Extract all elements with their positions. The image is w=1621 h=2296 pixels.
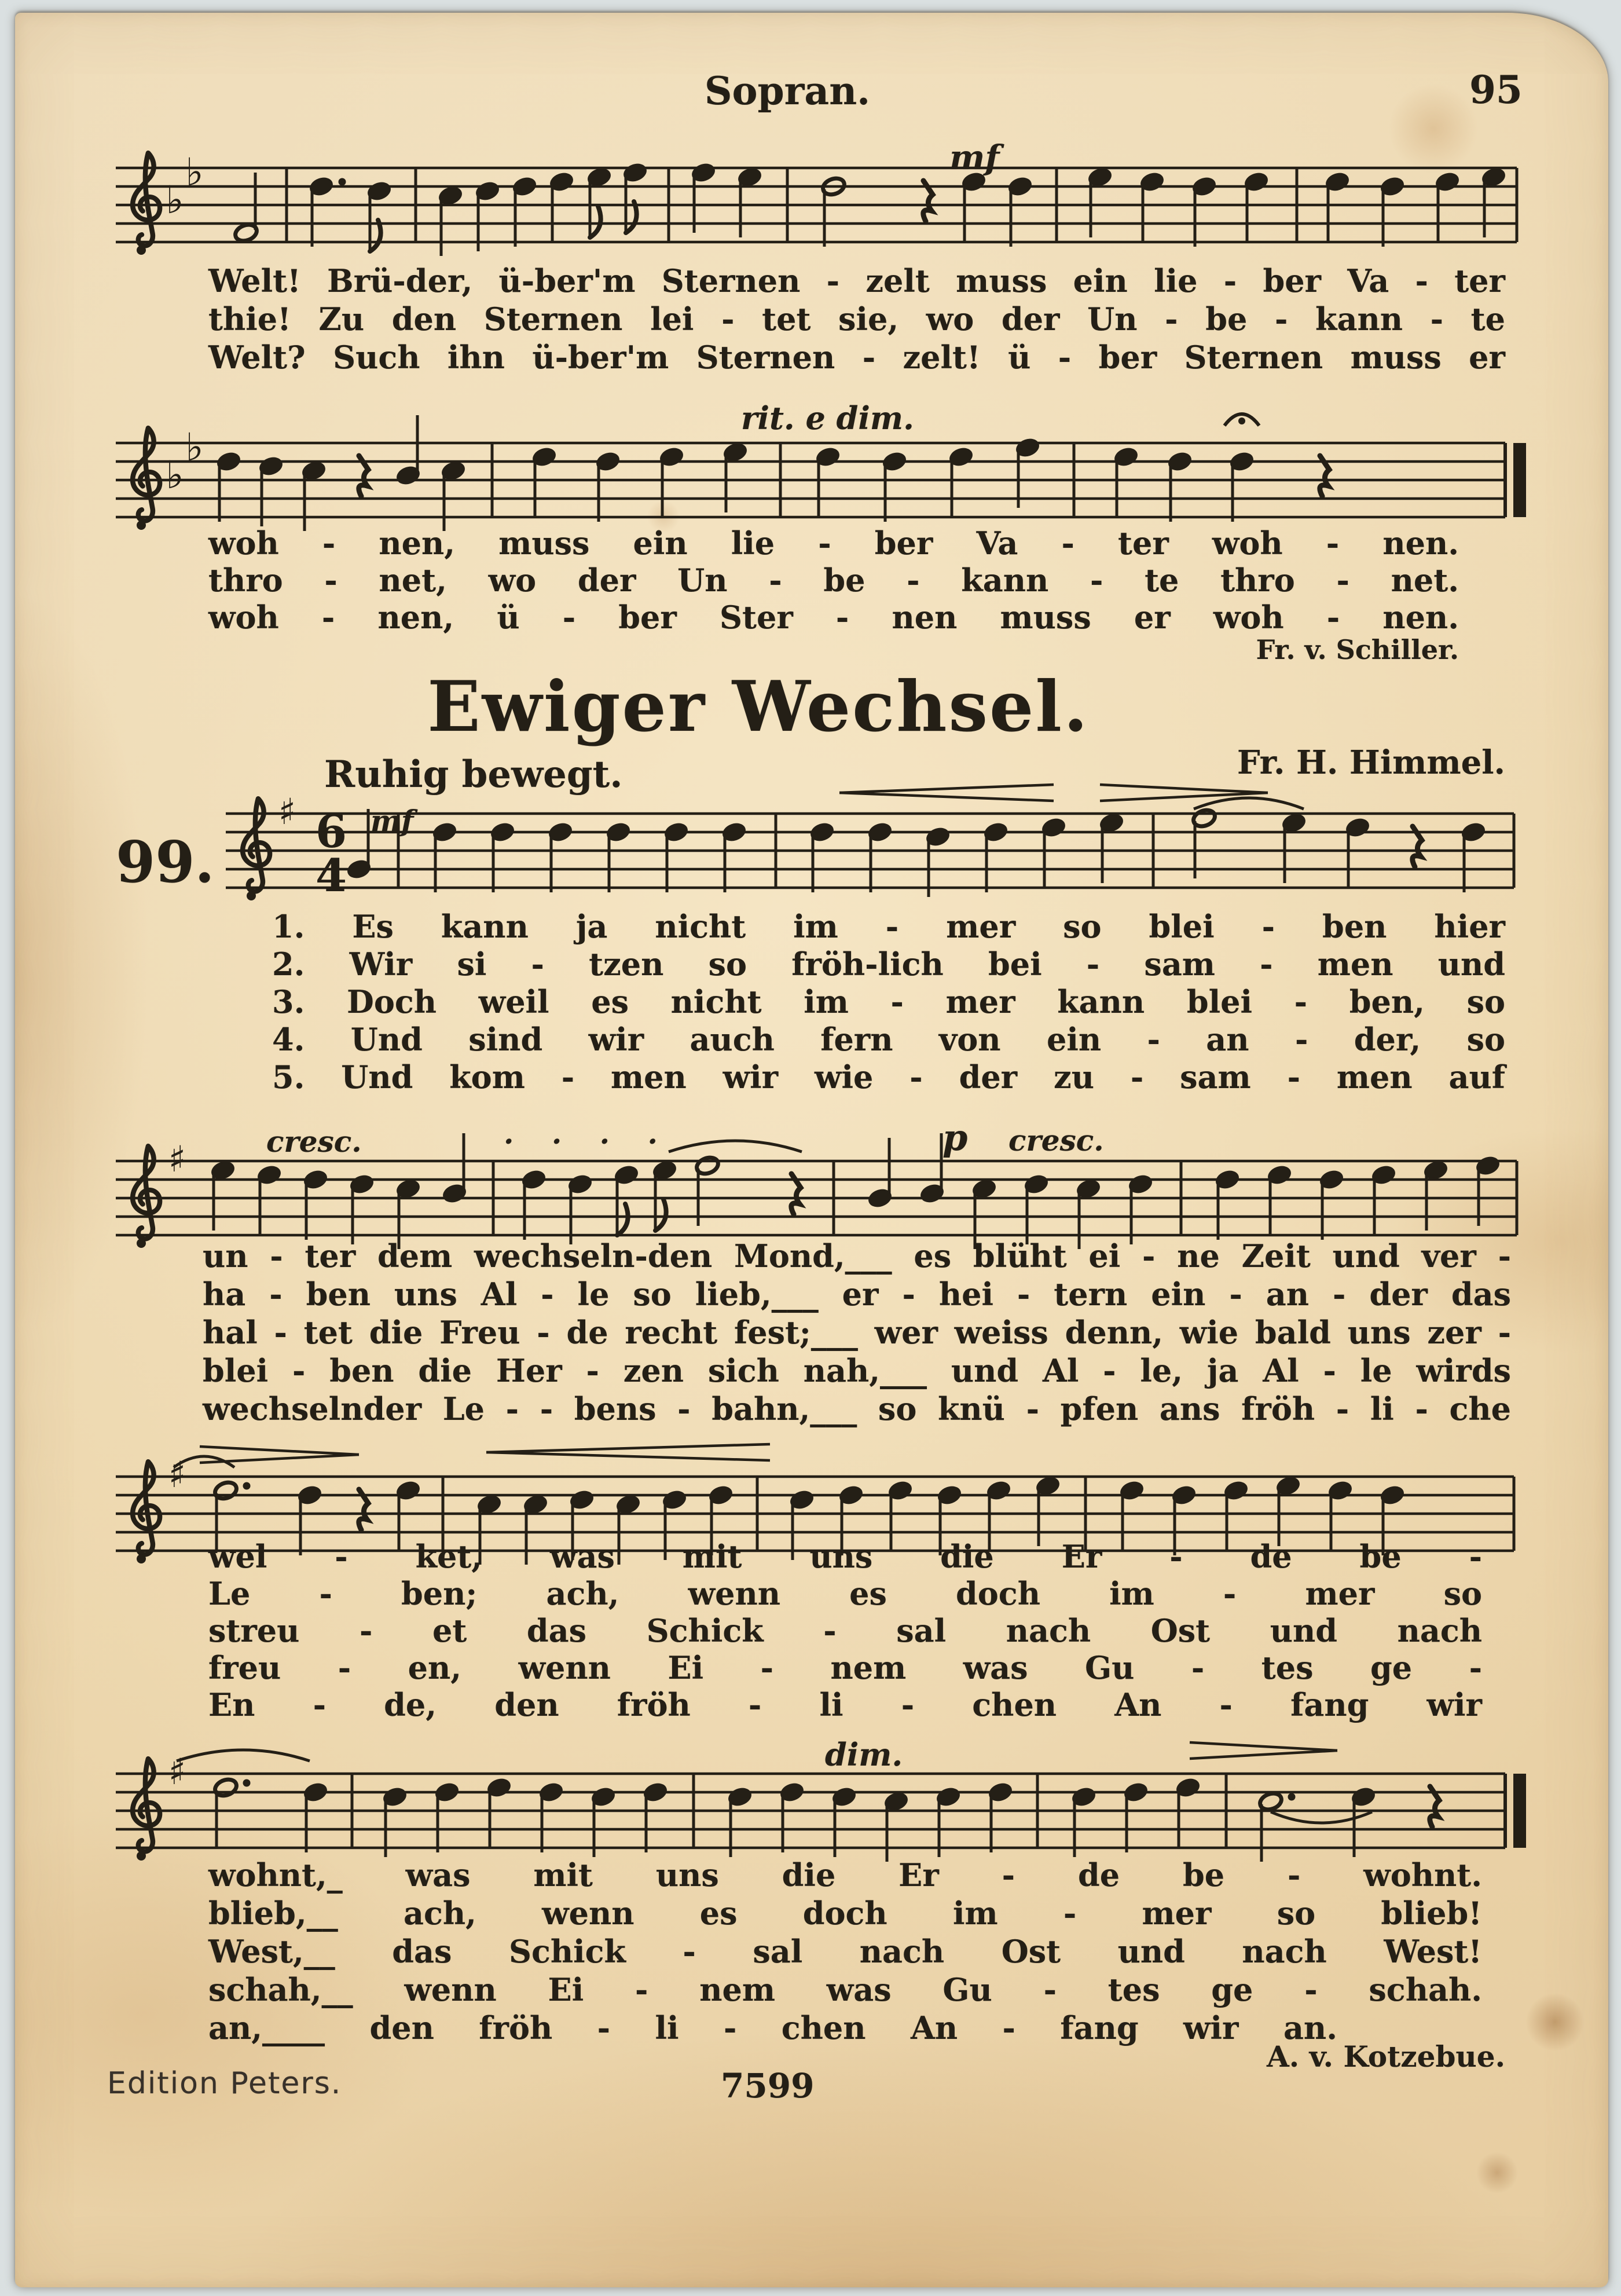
lyric-line: schah,__ wenn Ei - nem was Gu - tes ge - schah. (208, 1971, 1482, 2008)
svg-text:6: 6 (315, 805, 347, 858)
svg-text:♯: ♯ (168, 1138, 186, 1180)
lyric-line: streu - et das Schick - sal nach Ost und nach (208, 1612, 1482, 1649)
marking-cresc-2: cresc. (1008, 1123, 1104, 1158)
voice-part-label: Sopran. (704, 68, 871, 113)
lyric-line: West,__ das Schick - sal nach Ost und nach West! (208, 1933, 1482, 1970)
verse-line: 5. Und kom - men wir wie - der zu - sam - men auf (272, 1059, 1505, 1096)
verse-line: 3. Doch weil es nicht im - mer kann blei - ben, so (272, 983, 1505, 1020)
svg-text:♯: ♯ (278, 790, 296, 833)
page-number: 95 (1469, 67, 1523, 112)
composer-credit: Fr. H. Himmel. (1237, 744, 1505, 782)
plate-number: 7599 (721, 2066, 815, 2105)
lyricist-kotzebue: A. v. Kotzebue. (1267, 2039, 1505, 2074)
song-number: 99. (116, 829, 215, 896)
lyric-line: thie! Zu den Sternen lei - tet sie, wo der Un - be - kann - te (208, 301, 1505, 338)
lyric-line: woh - nen, ü - ber Ster - nen muss er woh - nen. (208, 599, 1459, 636)
song-title: Ewiger Wechsel. (427, 666, 1090, 748)
lyric-line: Welt! Brü-der, ü-ber'm Sternen - zelt muss ein lie - ber Va - ter (208, 262, 1505, 299)
lyric-line: an,____ den fröh - li - chen An - fang wir an. (208, 2009, 1337, 2046)
tempo-indication: Ruhig bewegt. (324, 753, 623, 796)
marking-p: p (942, 1116, 968, 1159)
lyric-line: Le - ben; ach, wenn es doch im - mer so (208, 1575, 1482, 1612)
svg-text:♯: ♯ (168, 1751, 186, 1793)
marking-cresc: cresc. (266, 1125, 362, 1159)
svg-text:4: 4 (315, 849, 347, 902)
lyricist-schiller: Fr. v. Schiller. (1256, 634, 1459, 665)
tempo-marking-rit-e-dim: rit. e dim. (741, 400, 914, 437)
lyric-line: freu - en, wenn Ei - nem was Gu - tes ge - (208, 1649, 1482, 1686)
lyric-line: Welt? Such ihn ü-ber'm Sternen - zelt! ü - ber Sternen muss er (208, 339, 1505, 376)
lyric-line: blieb,__ ach, wenn es doch im - mer so blieb! (208, 1895, 1482, 1932)
marking-cresc-dots: . . . . (504, 1116, 672, 1151)
lyric-line: woh - nen, muss ein lie - ber Va - ter woh - nen. (208, 525, 1459, 562)
verse-line: 4. Und sind wir auch fern von ein - an - der, so (272, 1021, 1505, 1058)
publisher-imprint: Edition Peters. (107, 2066, 342, 2101)
lyric-line: wohnt,_ was mit uns die Er - de be - wohnt. (208, 1856, 1482, 1894)
lyric-line: En - de, den fröh - li - chen An - fang wir (208, 1686, 1482, 1723)
svg-text:♭: ♭ (166, 178, 184, 222)
verse-line: 1. Es kann ja nicht im - mer so blei - ben hier (272, 908, 1505, 945)
lyrics-block-4 (208, 1538, 1482, 1723)
lyric-line: un - ter dem wechseln-den Mond,___ es blüht ei - ne Zeit und ver - (203, 1237, 1511, 1275)
dynamic-mf-system1: mf (949, 138, 1000, 177)
lyrics-block-1 (208, 262, 1505, 376)
svg-text:♭: ♭ (185, 150, 204, 195)
lyrics-block-3 (203, 1237, 1511, 1428)
marking-dim: dim. (825, 1736, 903, 1773)
lyric-line: wechselnder Le - - bens - bahn,___ so knü - pfen ans fröh - li - che (203, 1390, 1511, 1427)
lyric-line: hal - tet die Freu - de recht fest;___ wer weiss denn, wie bald uns zer - (203, 1314, 1511, 1351)
lyric-line: thro - net, wo der Un - be - kann - te thro - net. (208, 562, 1459, 599)
lyric-line: blei - ben die Her - zen sich nah,___ und Al - le, ja Al - le wirds (203, 1352, 1511, 1389)
lyric-line: ha - ben uns Al - le so lieb,___ er - hei - tern ein - an - der das (203, 1276, 1511, 1313)
lyric-line: wel - ket, was mit uns die Er - de be - (208, 1538, 1482, 1575)
svg-text:♭: ♭ (166, 453, 184, 497)
verses-block (272, 908, 1505, 1096)
verse-line: 2. Wir si - tzen so fröh-lich bei - sam - men und (272, 946, 1505, 983)
dynamic-mf-song2: mf (371, 804, 414, 838)
lyrics-block-2 (208, 525, 1459, 636)
lyrics-block-5 (208, 1856, 1482, 2047)
svg-text:♯: ♯ (168, 1453, 186, 1496)
svg-text:♭: ♭ (185, 425, 204, 470)
